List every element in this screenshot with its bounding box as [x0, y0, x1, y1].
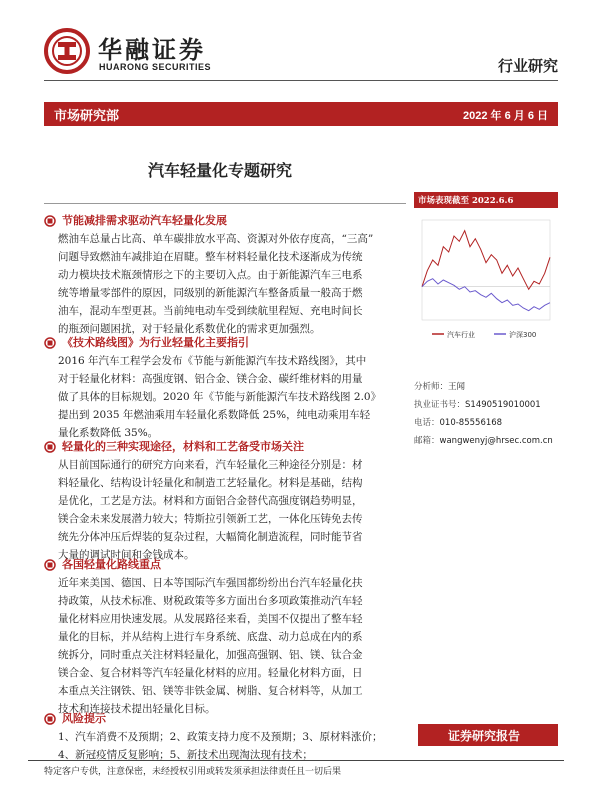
paragraph-line: 动力模块技术瓶颈情形之下的主要切入点。由于新能源汽车三电系	[58, 269, 363, 281]
report-date: 2022 年 6 月 6 日	[463, 110, 548, 122]
section-energy-saving	[44, 212, 410, 338]
section-paragraph	[44, 574, 410, 718]
analyst-email: wangwenyj@hrsec.com.cn	[439, 436, 553, 446]
chart-caption: 市场表现截至 2022.6.6	[418, 196, 514, 206]
paragraph-line: 的瓶颈问题困扰，对于轻量化系数优化的需求更加强烈。	[58, 323, 321, 335]
paragraph-line: 做了具体的目标规划。2020 年《节能与新能源汽车技术路线图 2.0》	[58, 391, 382, 403]
section-paragraph	[44, 456, 410, 564]
legend-label-hs300: 沪深300	[509, 331, 537, 339]
section-three-paths	[44, 438, 410, 564]
series-line-auto	[422, 231, 550, 290]
analyst-license-row	[414, 398, 564, 410]
paragraph-line: 料轻量化、结构设计轻量化和制造工艺轻量化。材料是基础，结构	[58, 477, 363, 489]
report-type-label: 行业研究	[497, 57, 558, 75]
paragraph-line: 镁合金未来发展潜力较大；特斯拉引领新工艺，一体化压铸免去传	[58, 513, 363, 525]
section-heading	[44, 438, 410, 456]
analyst-email-row	[414, 434, 564, 446]
paragraph-line: 量化系数降低 35%。	[58, 427, 159, 439]
paragraph-line: 统先分体冲压后焊装的复杂过程，大幅简化制造流程，同时能节省	[58, 531, 363, 543]
paragraph-line: 大量的调试时间和金钱成本。	[58, 549, 195, 561]
chart-plot-frame	[422, 220, 550, 320]
section-heading-text: 轻量化的三种实现途径，材料和工艺备受市场关注	[62, 440, 304, 453]
report-title: 汽车轻量化专题研究	[148, 161, 293, 180]
market-performance-chart	[414, 212, 558, 352]
paragraph-line: 量化材料应用快速发展。从发展路径来看，美国不仅提出了整车轻	[58, 613, 363, 625]
paragraph-line: 统拆分，同时重点关注材料轻量化，加强高强钢、铝、镁、钛合金	[58, 649, 363, 661]
section-heading	[44, 710, 410, 728]
bullet-icon	[44, 215, 56, 227]
analyst-name-label: 分析师：	[414, 382, 449, 392]
paragraph-line: 从目前国际通行的研究方向来看，汽车轻量化三种途径分别是：材	[58, 459, 363, 471]
brand-logo	[44, 28, 264, 74]
analyst-phone: 010-85556168	[439, 418, 503, 428]
paragraph-line: 4、新冠疫情反复影响；5、新技术出现淘汰现有技术；	[58, 749, 313, 761]
badge-text: 证券研究报告	[448, 729, 521, 743]
department-bar	[44, 102, 558, 126]
legend-label-auto: 汽车行业	[447, 331, 475, 339]
paragraph-line: 2016 年汽车工程学会发布《节能与新能源汽车技术路线图》，其中	[58, 355, 367, 367]
analyst-name-row	[414, 380, 564, 392]
paragraph-line: 本重点关注钢铁、铝、镁等非铁金属、树脂、复合材料等，从加工	[58, 685, 363, 697]
paragraph-line: 量化的目标，并从结构上进行车身系统、底盘、动力总成在内的系	[58, 631, 363, 643]
paragraph-line: 燃油车总量占比高、单车碳排放水平高、资源对外依存度高，“三高”	[58, 233, 374, 245]
header-divider	[44, 80, 558, 81]
series-line-hs300	[422, 279, 550, 311]
bullet-icon	[44, 713, 56, 725]
analyst-email-label: 邮箱：	[414, 436, 440, 446]
analyst-phone-label: 电话：	[414, 418, 440, 428]
paragraph-line: 是优化，工艺是方法。材料和方面铝合金替代高强度钢趋势明显，	[58, 495, 363, 507]
paragraph-line: 技术和连接技术提出轻量化目标。	[58, 703, 216, 715]
brand-name-cn: 华融证券	[98, 36, 206, 64]
section-roadmap	[44, 334, 410, 442]
paragraph-line: 提出到 2035 年燃油乘用车轻量化系数降低 25%，纯电动乘用车轻	[58, 409, 371, 421]
bullet-icon	[44, 337, 56, 349]
analyst-name: 王闻	[448, 382, 466, 392]
section-paragraph	[44, 728, 410, 764]
paragraph-line: 统等增量零部件的原因，同级别的新能源汽车整备质量一般高于燃	[58, 287, 363, 299]
body-top-divider	[44, 203, 406, 204]
section-heading	[44, 334, 410, 352]
paragraph-line: 镁合金、复合材料等汽车轻量化材料的应用。轻量化材料方面，日	[58, 667, 363, 679]
paragraph-line: 问题导致燃油车减排迫在眉睫。整车材料轻量化技术逐渐成为传统	[58, 251, 363, 263]
section-country-routes	[44, 556, 410, 718]
brand-name-en: HUARONG SECURITIES	[99, 62, 212, 72]
footer-disclaimer: 特定客户专供，注意保密，未经授权引用或转发须承担法律责任且一切后果	[44, 767, 342, 777]
analyst-phone-row	[414, 416, 564, 428]
section-heading	[44, 556, 410, 574]
brand-emblem-icon	[44, 28, 90, 74]
footer-divider	[28, 760, 564, 761]
analyst-license: S1490519010001	[465, 400, 541, 410]
paragraph-line: 近年来美国、德国、日本等国际汽车强国都纷纷出台汽车轻量化扶	[58, 577, 363, 589]
section-paragraph	[44, 352, 410, 442]
bullet-icon	[44, 559, 56, 571]
section-heading-text: 《技术路线图》为行业轻量化主要指引	[62, 336, 249, 349]
section-heading-text: 风险提示	[62, 712, 106, 725]
department-name: 市场研究部	[54, 109, 120, 124]
section-paragraph	[44, 230, 410, 338]
analyst-license-label: 执业证书号：	[414, 400, 466, 410]
section-heading-text: 节能减排需求驱动汽车轻量化发展	[62, 214, 227, 227]
bullet-icon	[44, 441, 56, 453]
research-report-badge	[418, 724, 558, 746]
paragraph-line: 油车，混动车型更甚。当前纯电动车受到续航里程短、充电时间长	[58, 305, 363, 317]
chart-caption-bar	[414, 192, 558, 208]
paragraph-line: 持政策，从技术标准、财税政策等多方面出台多项政策推动汽车轻	[58, 595, 363, 607]
section-heading	[44, 212, 410, 230]
paragraph-line: 1、汽车消费不及预期；2、政策支持力度不及预期；3、原材料涨价；	[58, 731, 383, 743]
paragraph-line: 对于轻量化材料：高强度钢、铝合金、镁合金、碳纤维材料的用量	[58, 373, 363, 385]
section-risk	[44, 710, 410, 764]
section-heading-text: 各国轻量化路线重点	[62, 558, 161, 571]
